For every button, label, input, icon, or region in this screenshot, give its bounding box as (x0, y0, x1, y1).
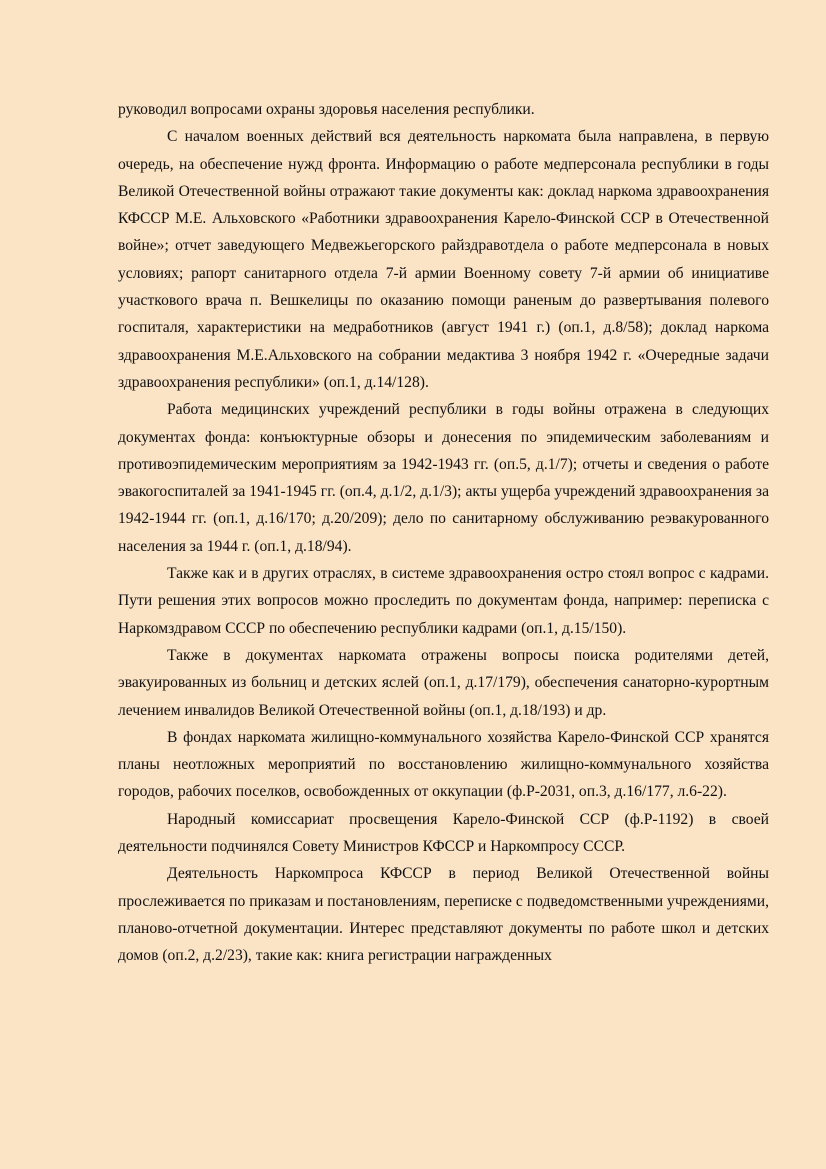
paragraph-medical-institutions: Работа медицинских учреждений республики в годы войны отражена в следующих документах фонда: конъюктурные обзоры и донесения по эпидемическим заболеваниям и противоэпидемическим мероприятиям за 1942-1943 гг. (оп.5, д.1/7); отчеты и сведения о работе эвакогоспиталей за 1941-1945 гг. (оп.4, д.1/2, д.1/3); акты ущерба учреждений здравоохранения за 1942-1944 гг. (оп.1, д.16/170; д.20/209); дело по санитарному обслуживанию реэвакурованного населения за 1944 г. (оп.1, д.18/94). (118, 401, 769, 555)
paragraph-housing: В фондах наркомата жилищно-коммунального хозяйства Карело-Финской ССР хранятся планы неотложных мероприятий по восстановлению жилищно-коммунального хозяйства городов, рабочих поселков, освобожденных от оккупации (ф.Р-2031, оп.3, д.16/177, л.6-22). (118, 728, 769, 801)
paragraph-education-commissariat: Народный комиссариат просвещения Карело-Финской ССР (ф.Р-1192) в своей деятельности подчинялся Совету Министров КФССР и Наркомпросу СССР. (118, 810, 769, 856)
paragraph-parent-search: Также в документах наркомата отражены вопросы поиска родителями детей, эвакуированных из больниц и детских яслей (оп.1, д.17/179), обеспечения санаторно-курортным лечением инвалидов Великой Отечественной войны (оп.1, д.18/193) и др. (118, 646, 769, 719)
paragraph-continuation: руководил вопросами охраны здоровья населения республики. (118, 101, 535, 118)
paragraph-narkompros-activity: Деятельность Наркомпроса КФССР в период Великой Отечественной войны прослеживается по приказам и постановлениям, переписке с подведомственными учреждениями, планово-отчетной документации. Интерес представляют документы по работе школ и детских домов (оп.2, д.2/23), такие как: книга регистрации награжденных (118, 865, 769, 965)
paragraph-personnel: Также как и в других отраслях, в системе здравоохранения остро стоял вопрос с кадрами. Пути решения этих вопросов можно проследить по документам фонда, например: переписка с Наркомздравом СССР по обеспечению республики кадрами (оп.1, д.15/150). (118, 565, 769, 637)
paragraph-war-activities: С началом военных действий вся деятельность наркомата была направлена, в первую очередь, на обеспечение нужд фронта. Информацию о работе медперсонала республики в годы Великой Отечественной войны отражают такие документы как: доклад наркома здравоохранения КФССР М.Е. Альховского «Работники здравоохранения Карело-Финской ССР в Отечественной войне»; отчет заведующего Медвежьегорского райздравотдела о работе медперсонала в новых условиях; рапорт санитарного отдела 7-й армии Военному совету 7-й армии об инициативе участкового врача п. Вешкелицы по оказанию помощи раненым до развертывания полевого госпиталя, характеристики на медработников (август 1941 г.) (оп.1, д.8/58); доклад наркома здравоохранения М.Е.Альховского на собрании медактива 3 ноября 1942 г. «Очередные задачи здравоохранения республики» (оп.1, д.14/128). (118, 128, 769, 391)
document-page (118, 96, 769, 970)
